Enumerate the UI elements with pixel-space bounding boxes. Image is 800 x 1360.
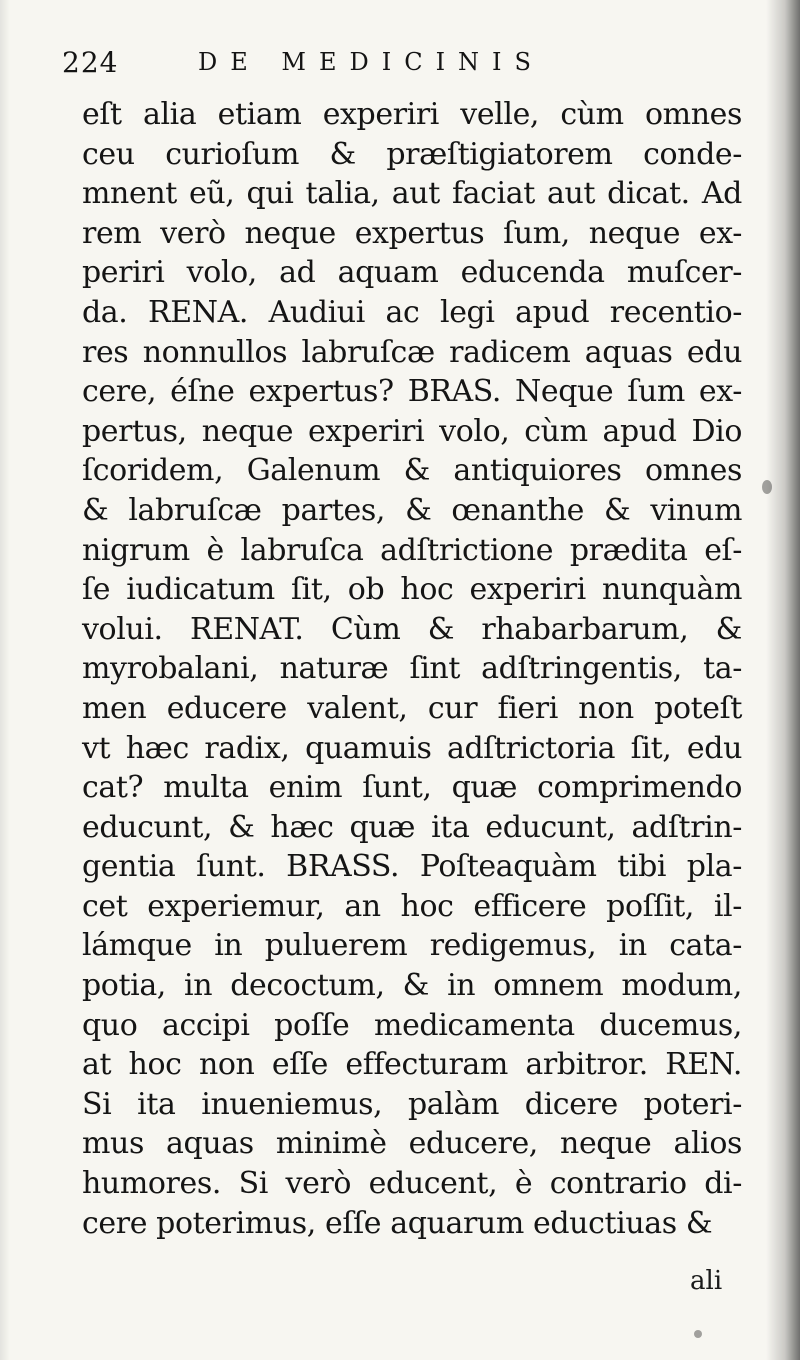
text-line: ceu curioſum & præſtigiatorem conde- [82, 136, 742, 172]
text-line: cere, éſne expertus? BRAS. Neque ſum ex- [82, 374, 742, 410]
text-line: educunt, & hæc quæ ita educunt, adſtrin- [82, 809, 742, 845]
text-line: Si ita inueniemus, palàm dicere poteri- [82, 1086, 742, 1122]
text-line: cere poterimus, eſſe aquarum eductiuas & [82, 1205, 713, 1241]
catchword: ali [690, 1266, 723, 1296]
text-line: vt hæc radix, quamuis adſtrictoria ſit, edu [82, 730, 742, 766]
text-line: ſcoridem, Galenum & antiquiores omnes [82, 453, 742, 489]
running-head: DE MEDICINIS [198, 48, 544, 76]
text-line: rem verò neque expertus ſum, neque ex- [82, 215, 742, 251]
text-line: lámque in puluerem redigemus, in cata- [82, 928, 742, 964]
ink-speck [694, 1330, 702, 1338]
text-line: quo accipi poſſe medicamenta ducemus, [82, 1007, 742, 1043]
text-line: potia, in decoctum, & in omnem modum, [82, 968, 742, 1004]
page-gutter-shadow [766, 0, 800, 1360]
text-line: eſt alia etiam experiri velle, cùm omnes [82, 97, 742, 132]
page-header [62, 46, 762, 86]
body-text [82, 95, 742, 1243]
text-line: gentia ſunt. BRASS. Poſteaquàm tibi pla- [82, 849, 742, 885]
text-line: at hoc non eſſe effecturam arbitror. REN. [82, 1047, 742, 1083]
text-line: ſe iudicatum ſit, ob hoc experiri nunquàm [82, 572, 742, 608]
page-number: 224 [62, 46, 119, 79]
text-line: humores. Si verò educent, è contrario di- [82, 1166, 742, 1202]
text-line: myrobalani, naturæ ſint adſtringentis, ta- [82, 651, 742, 687]
text-line: volui. RENAT. Cùm & rhabarbarum, & [82, 611, 742, 647]
text-line: cet experiemur, an hoc efficere poſſit, il- [82, 888, 742, 924]
text-line: cat? multa enim ſunt, quæ comprimendo [82, 770, 742, 806]
page-left-edge-shadow [0, 0, 10, 1360]
text-line: mnent eũ, qui talia, aut faciat aut dicat. Ad [82, 176, 742, 212]
text-line: nigrum è labruſca adſtrictione prædita eſ- [82, 532, 742, 568]
ink-speck [762, 480, 772, 494]
text-line: men educere valent, cur fieri non poteſt [82, 690, 742, 726]
text-line: periri volo, ad aquam educenda muſcer- [82, 255, 742, 291]
text-line: & labruſcæ partes, & œnanthe & vinum [82, 492, 742, 528]
text-line: mus aquas minimè educere, neque alios [82, 1126, 742, 1162]
text-line: pertus, neque experiri volo, cùm apud Dio [82, 413, 742, 449]
text-line: da. RENA. Audiui ac legi apud recentio- [82, 294, 742, 330]
text-line: res nonnullos labruſcæ radicem aquas edu [82, 334, 742, 370]
